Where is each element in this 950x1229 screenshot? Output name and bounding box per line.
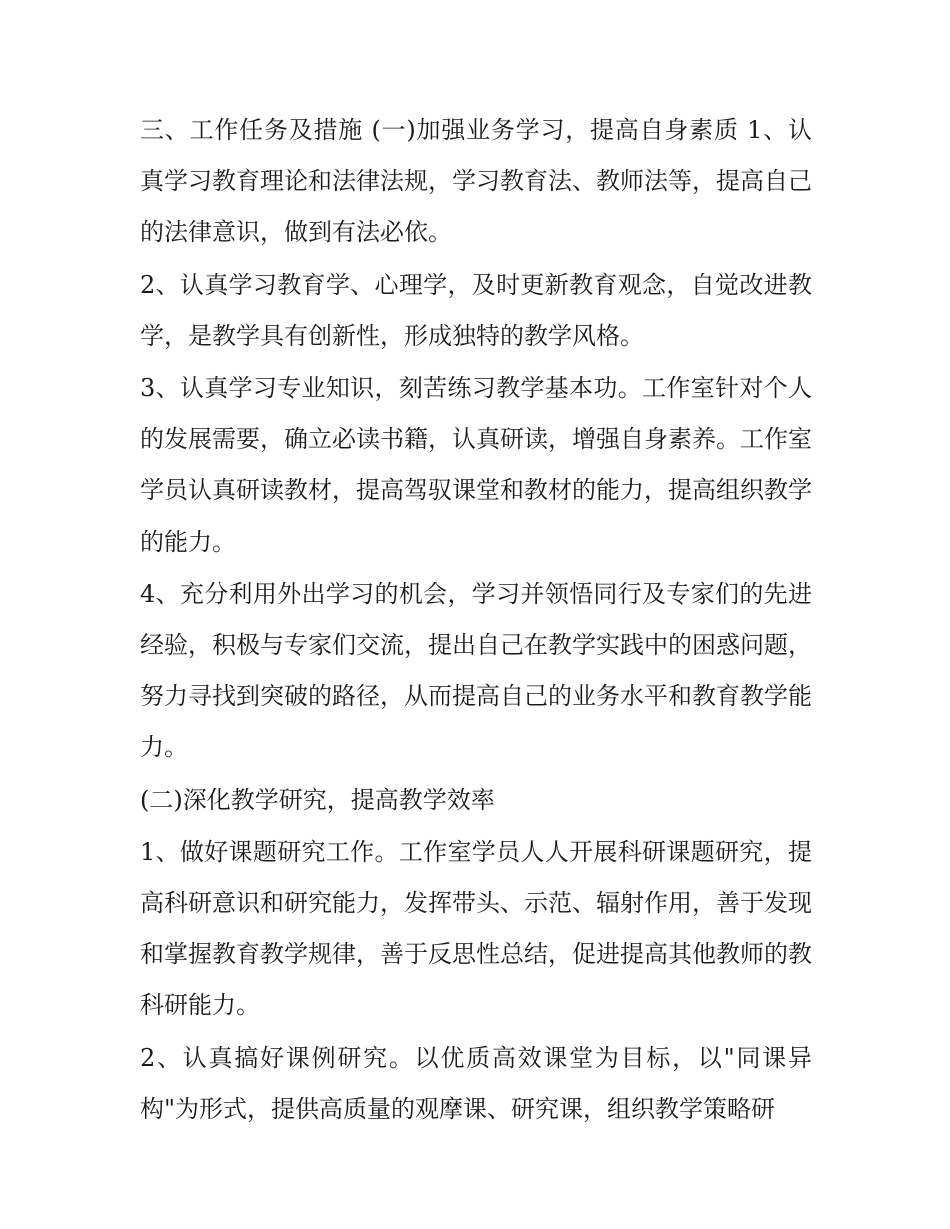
paragraph-item-1-research: 1、做好课题研究工作。工作室学员人人开展科研课题研究，提高科研意识和研究能力，发挥带头、示范、辐射作用，善于发现和掌握教育教学规律，善于反思性总结，促进提高其他教师的教科研能力。 <box>140 837 812 1020</box>
document-body <box>140 105 812 1136</box>
paragraph-section-three-tasks: 三、工作任务及措施 (一)加强业务学习，提高自身素质 1、认真学习教育理论和法律法规，学习教育法、教师法等，提高自己的法律意识，做到有法必依。 <box>140 116 812 247</box>
paragraph-subsection-two-heading: (二)深化教学研究，提高教学效率 <box>140 785 495 814</box>
paragraph-item-2-pedagogy: 2、认真学习教育学、心理学，及时更新教育观念，自觉改进教学，是教学具有创新性，形成独特的教学风格。 <box>140 270 812 350</box>
paragraph-item-3-professional-knowledge: 3、认真学习专业知识，刻苦练习教学基本功。工作室针对个人的发展需要，确立必读书籍，认真研读，增强自身素养。工作室学员认真研读教材，提高驾驭课堂和教材的能力，提高组织教学的能力。 <box>140 374 812 556</box>
paragraph-item-2-lesson-study: 2、认真搞好课例研究。以优质高效课堂为目标，以"同课异构"为形式，提供高质量的观摩课、研究课，组织教学策略研 <box>140 1043 812 1123</box>
paragraph-item-4-external-learning: 4、充分利用外出学习的机会，学习并领悟同行及专家们的先进经验，积极与专家们交流，提出自己在教学实践中的困惑问题，努力寻找到突破的路径，从而提高自己的业务水平和教育教学能力。 <box>140 579 812 762</box>
